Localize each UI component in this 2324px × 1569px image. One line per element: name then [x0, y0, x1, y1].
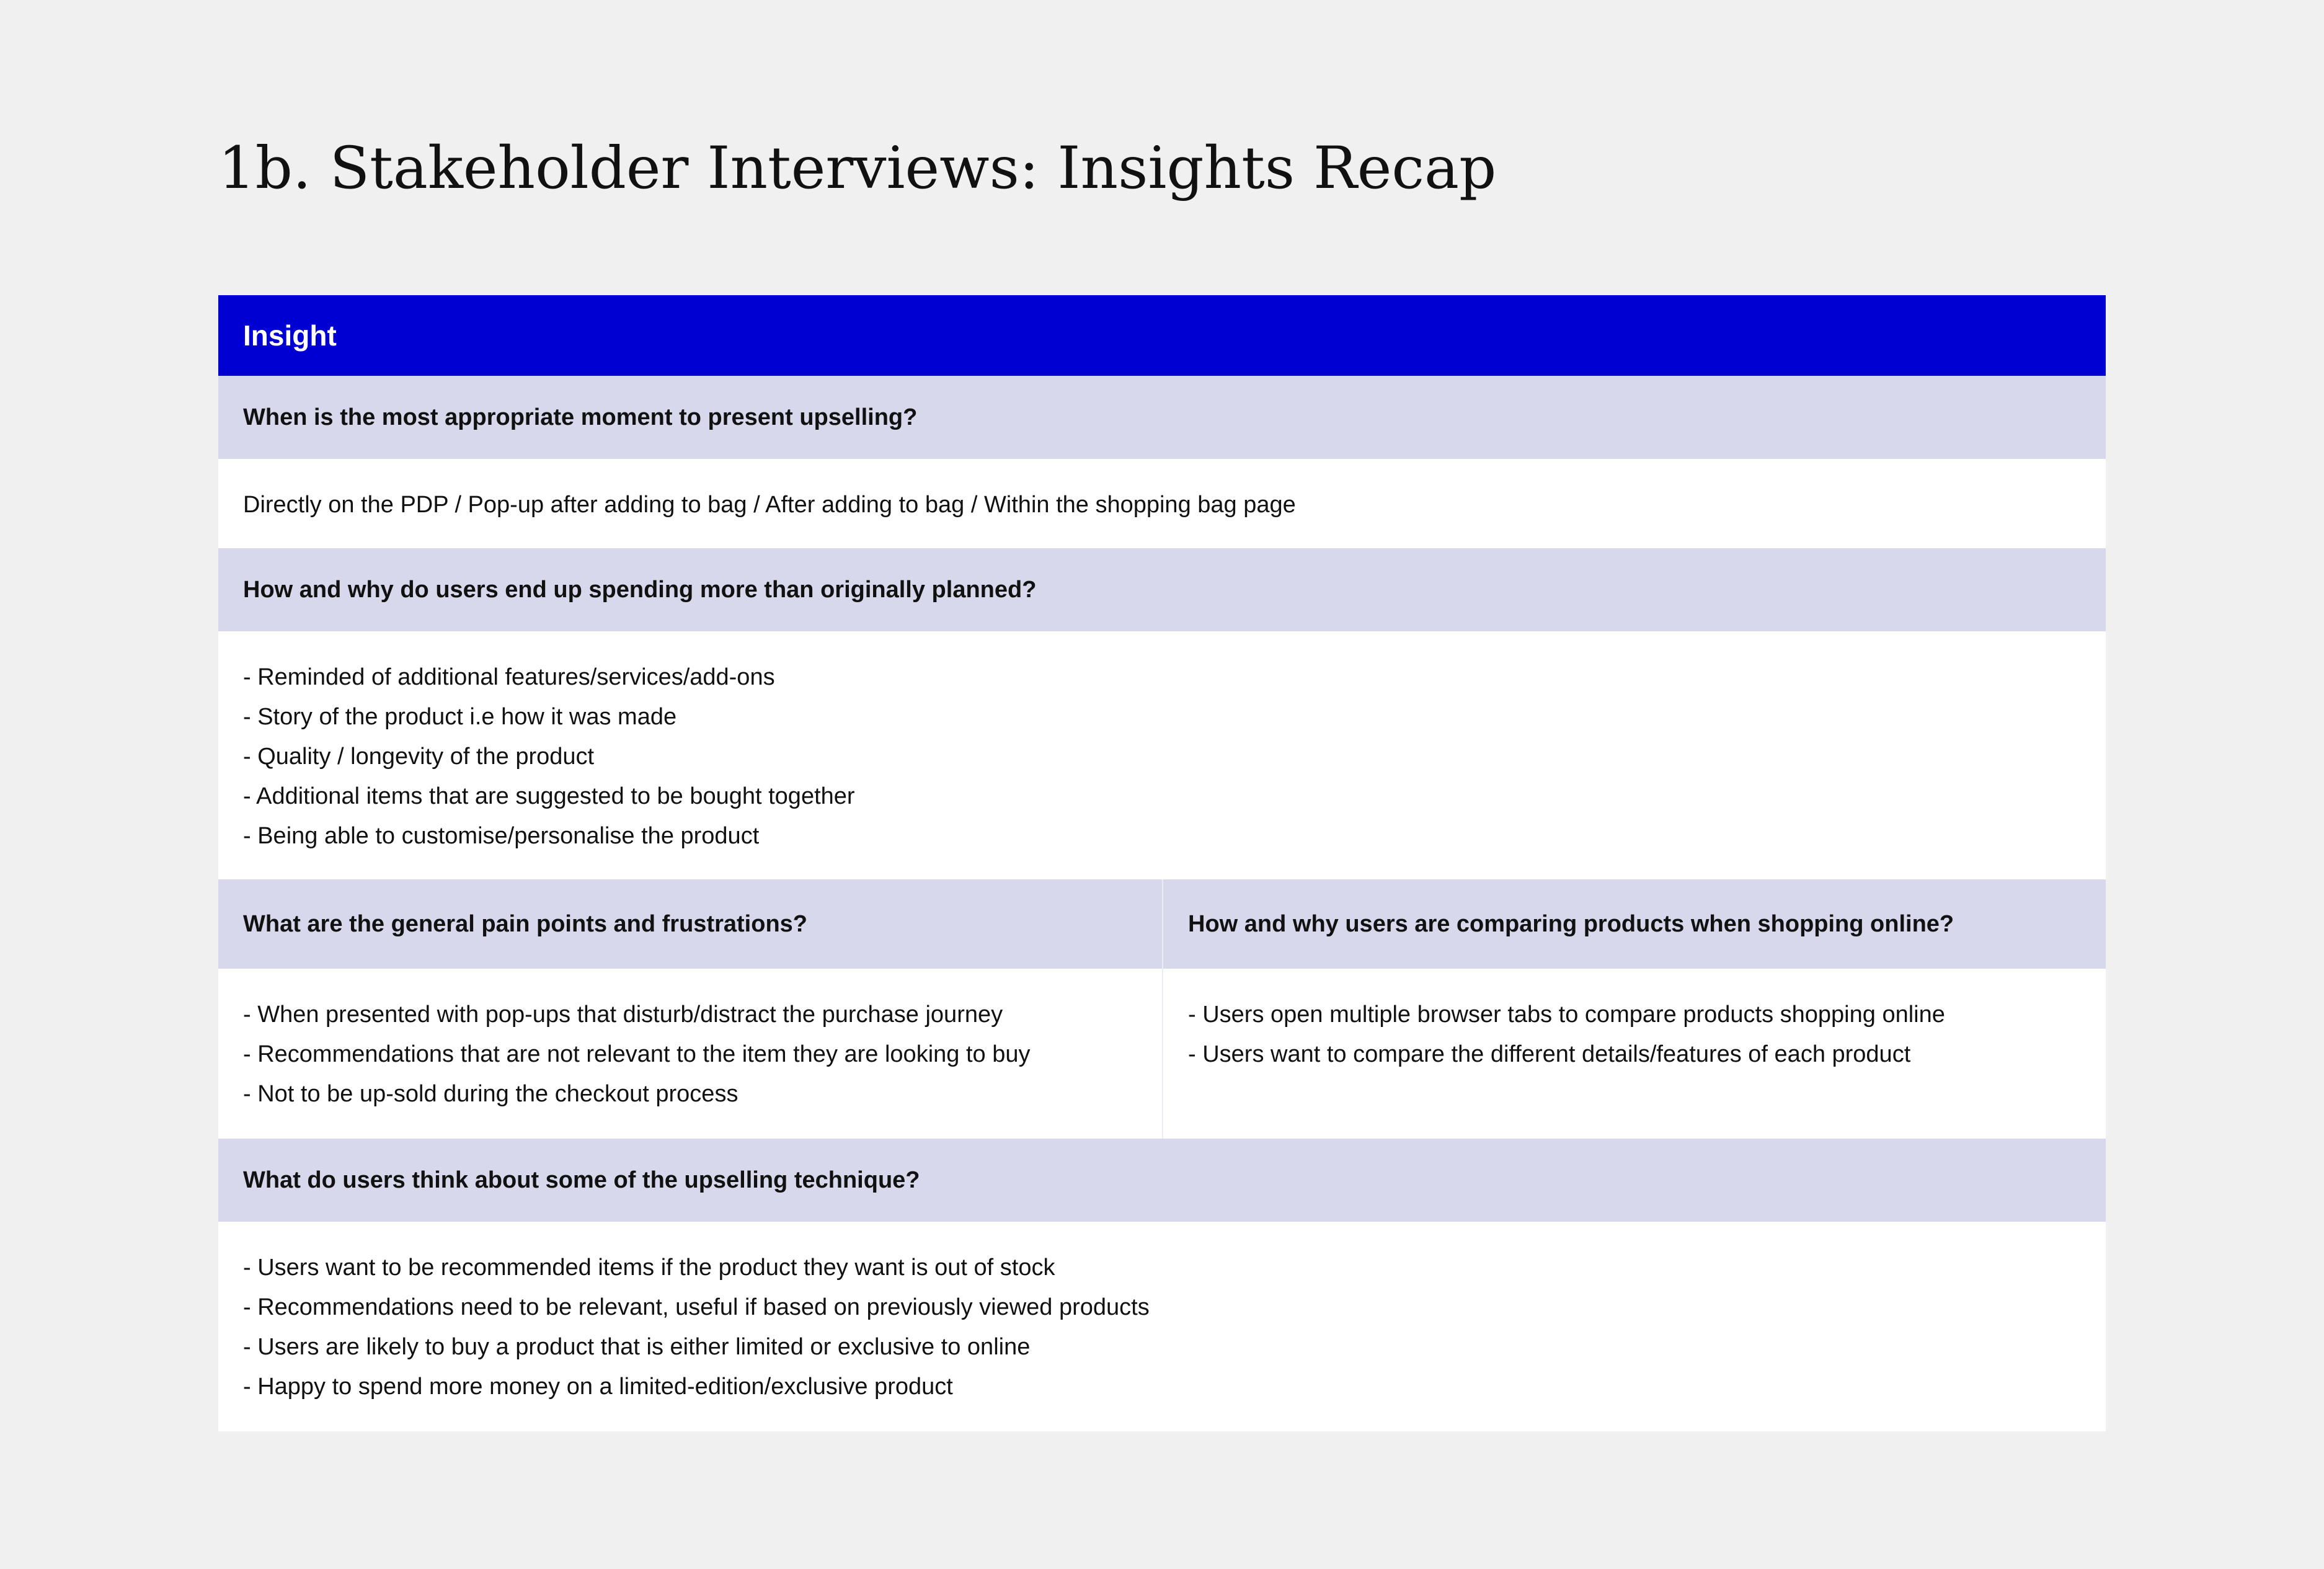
split-column-comparing-products: [1162, 879, 2106, 1139]
question-text: When is the most appropriate moment to present upselling?: [243, 404, 918, 430]
answer-line: - Recommendations need to be relevant, useful if based on previously viewed products: [243, 1294, 1150, 1320]
answer-line: - Users want to compare the different details/features of each product: [1188, 1041, 1911, 1067]
question-text: How and why users are comparing products when shopping online?: [1188, 910, 1954, 937]
answer-block-spending-more: [218, 631, 2106, 879]
answer-line: - Users open multiple browser tabs to compare products shopping online: [1188, 1002, 1945, 1028]
answer-line: Directly on the PDP / Pop-up after adding to bag / After adding to bag / Within the shopping bag page: [243, 492, 1296, 518]
answer-line: - When presented with pop-ups that disturb/distract the purchase journey: [243, 1002, 1003, 1028]
split-section: [218, 879, 2106, 1139]
answer-line: - Additional items that are suggested to be bought together: [243, 783, 855, 809]
question-row-spending-more: [218, 548, 2106, 631]
answer-block-upsell-moment: [218, 459, 2106, 548]
table-header: [218, 295, 2106, 376]
answer-block-upselling-technique: [218, 1222, 2106, 1431]
question-row-upsell-moment: [218, 376, 2106, 459]
answer-line: - Quality / longevity of the product: [243, 744, 595, 770]
question-row-pain-points: [218, 879, 1162, 969]
answer-block-comparing-products: [1163, 969, 2106, 1139]
question-text: What do users think about some of the upselling technique?: [243, 1167, 920, 1193]
answer-line: - Reminded of additional features/services/add-ons: [243, 664, 775, 690]
insights-table: [218, 295, 2106, 1431]
page-title: 1b. Stakeholder Interviews: Insights Recap: [218, 135, 1497, 202]
answer-line: - Happy to spend more money on a limited-edition/exclusive product: [243, 1374, 953, 1400]
split-column-pain-points: [218, 879, 1162, 1139]
answer-line: - Not to be up-sold during the checkout process: [243, 1081, 738, 1107]
answer-block-pain-points: [218, 969, 1162, 1139]
question-row-upselling-technique: [218, 1139, 2106, 1222]
question-text: What are the general pain points and frustrations?: [243, 910, 807, 937]
answer-line: - Users want to be recommended items if the product they want is out of stock: [243, 1255, 1055, 1281]
question-text: How and why do users end up spending more than originally planned?: [243, 576, 1037, 603]
answer-line: - Recommendations that are not relevant to the item they are looking to buy: [243, 1041, 1031, 1067]
question-row-comparing-products: [1163, 879, 2106, 969]
answer-line: - Users are likely to buy a product that is either limited or exclusive to online: [243, 1334, 1031, 1360]
table-header-label: Insight: [243, 319, 337, 352]
answer-line: - Being able to customise/personalise the product: [243, 823, 760, 849]
answer-line: - Story of the product i.e how it was made: [243, 704, 677, 730]
